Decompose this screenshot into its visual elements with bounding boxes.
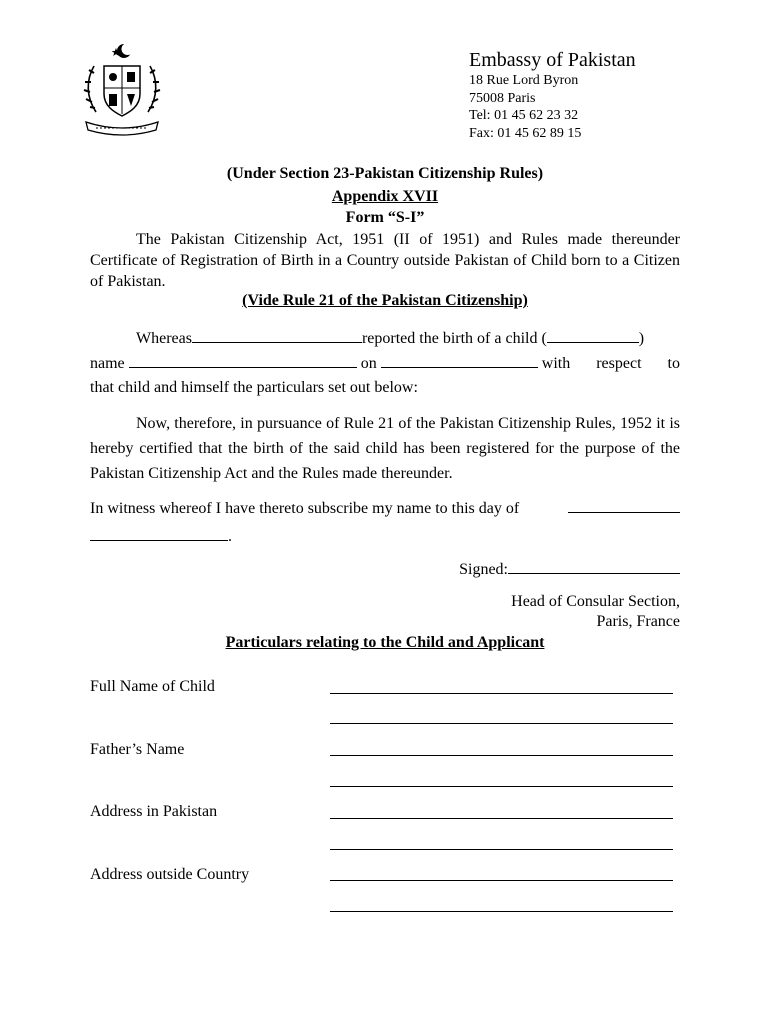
reported-birth-text: reported the birth of a child (: [361, 330, 547, 347]
witness-month-blank[interactable]: [90, 524, 228, 541]
telephone: Tel: 01 45 62 23 32: [469, 108, 579, 123]
child-name-blank[interactable]: [129, 351, 357, 368]
fax: Fax: 01 45 62 89 15: [469, 125, 582, 141]
address-outside-line-2[interactable]: [330, 911, 673, 912]
signature-blank[interactable]: [508, 557, 680, 574]
appendix-title: Appendix XVII: [331, 188, 439, 205]
consular-title: Head of Consular Section,: [511, 593, 680, 610]
signature-line: [459, 557, 680, 580]
father-name-line-1[interactable]: [330, 755, 673, 756]
form-title: Form “S-I”: [345, 209, 425, 226]
witness-end: .: [228, 528, 232, 545]
address-pakistan-line-2[interactable]: [330, 849, 673, 850]
particulars-set-out-text: that child and himself the particulars set out below:: [90, 379, 418, 396]
certification-paragraph: Now, therefore, in pursuance of Rule 21 of the Pakistan Citizenship Rules, 1952 it is hereby certified that the birth of the said child has been registered for the purpose of the Pakistan Citizenship Act and the Rules made thereunder.: [90, 415, 680, 482]
on-label: on: [360, 355, 377, 372]
address-pakistan-line-1[interactable]: [330, 818, 673, 819]
signed-label: Signed:: [459, 561, 508, 578]
child-name-line-1[interactable]: [330, 693, 673, 694]
consular-location: Paris, France: [596, 613, 680, 630]
whereas-paragraph: [90, 326, 680, 400]
intro-paragraph: The Pakistan Citizenship Act, 1951 (II of 1951) and Rules made thereunder Certificate of Registration of Birth in a Country outside Pakistan of Child born to a Citizen of Pakistan.: [90, 231, 680, 290]
witness-text: In witness whereof I have thereto subscribe my name to this day of: [90, 500, 520, 517]
embassy-address: [469, 48, 636, 142]
name-label: name: [90, 355, 125, 372]
state-emblem-icon: [82, 42, 162, 140]
field-label-child-name: Full Name of Child: [90, 678, 215, 695]
father-name-line-2[interactable]: [330, 786, 673, 787]
birth-date-blank[interactable]: [381, 351, 538, 368]
close-paren: ): [638, 330, 645, 347]
child-name-line-2[interactable]: [330, 723, 673, 724]
whereas-label: Whereas: [136, 330, 192, 347]
child-gender-blank[interactable]: [547, 326, 639, 343]
embassy-name: Embassy of Pakistan: [469, 49, 636, 71]
particulars-heading: Particulars relating to the Child and Applicant: [225, 634, 545, 651]
with-respect-text: with respect to: [541, 355, 680, 372]
field-label-father-name: Father’s Name: [90, 741, 185, 758]
section-title: (Under Section 23-Pakistan Citizenship Rules): [226, 165, 544, 182]
field-label-address-pakistan: Address in Pakistan: [90, 803, 218, 820]
witness-day-blank[interactable]: [568, 496, 680, 513]
vide-rule-heading: (Vide Rule 21 of the Pakistan Citizenship): [242, 292, 528, 309]
address-city: 75008 Paris: [469, 90, 536, 106]
address-outside-line-1[interactable]: [330, 880, 673, 881]
address-street: 18 Rue Lord Byron: [469, 73, 579, 88]
reporter-name-blank[interactable]: [192, 326, 362, 343]
witness-paragraph: [90, 495, 680, 551]
field-label-address-outside: Address outside Country: [90, 866, 250, 883]
